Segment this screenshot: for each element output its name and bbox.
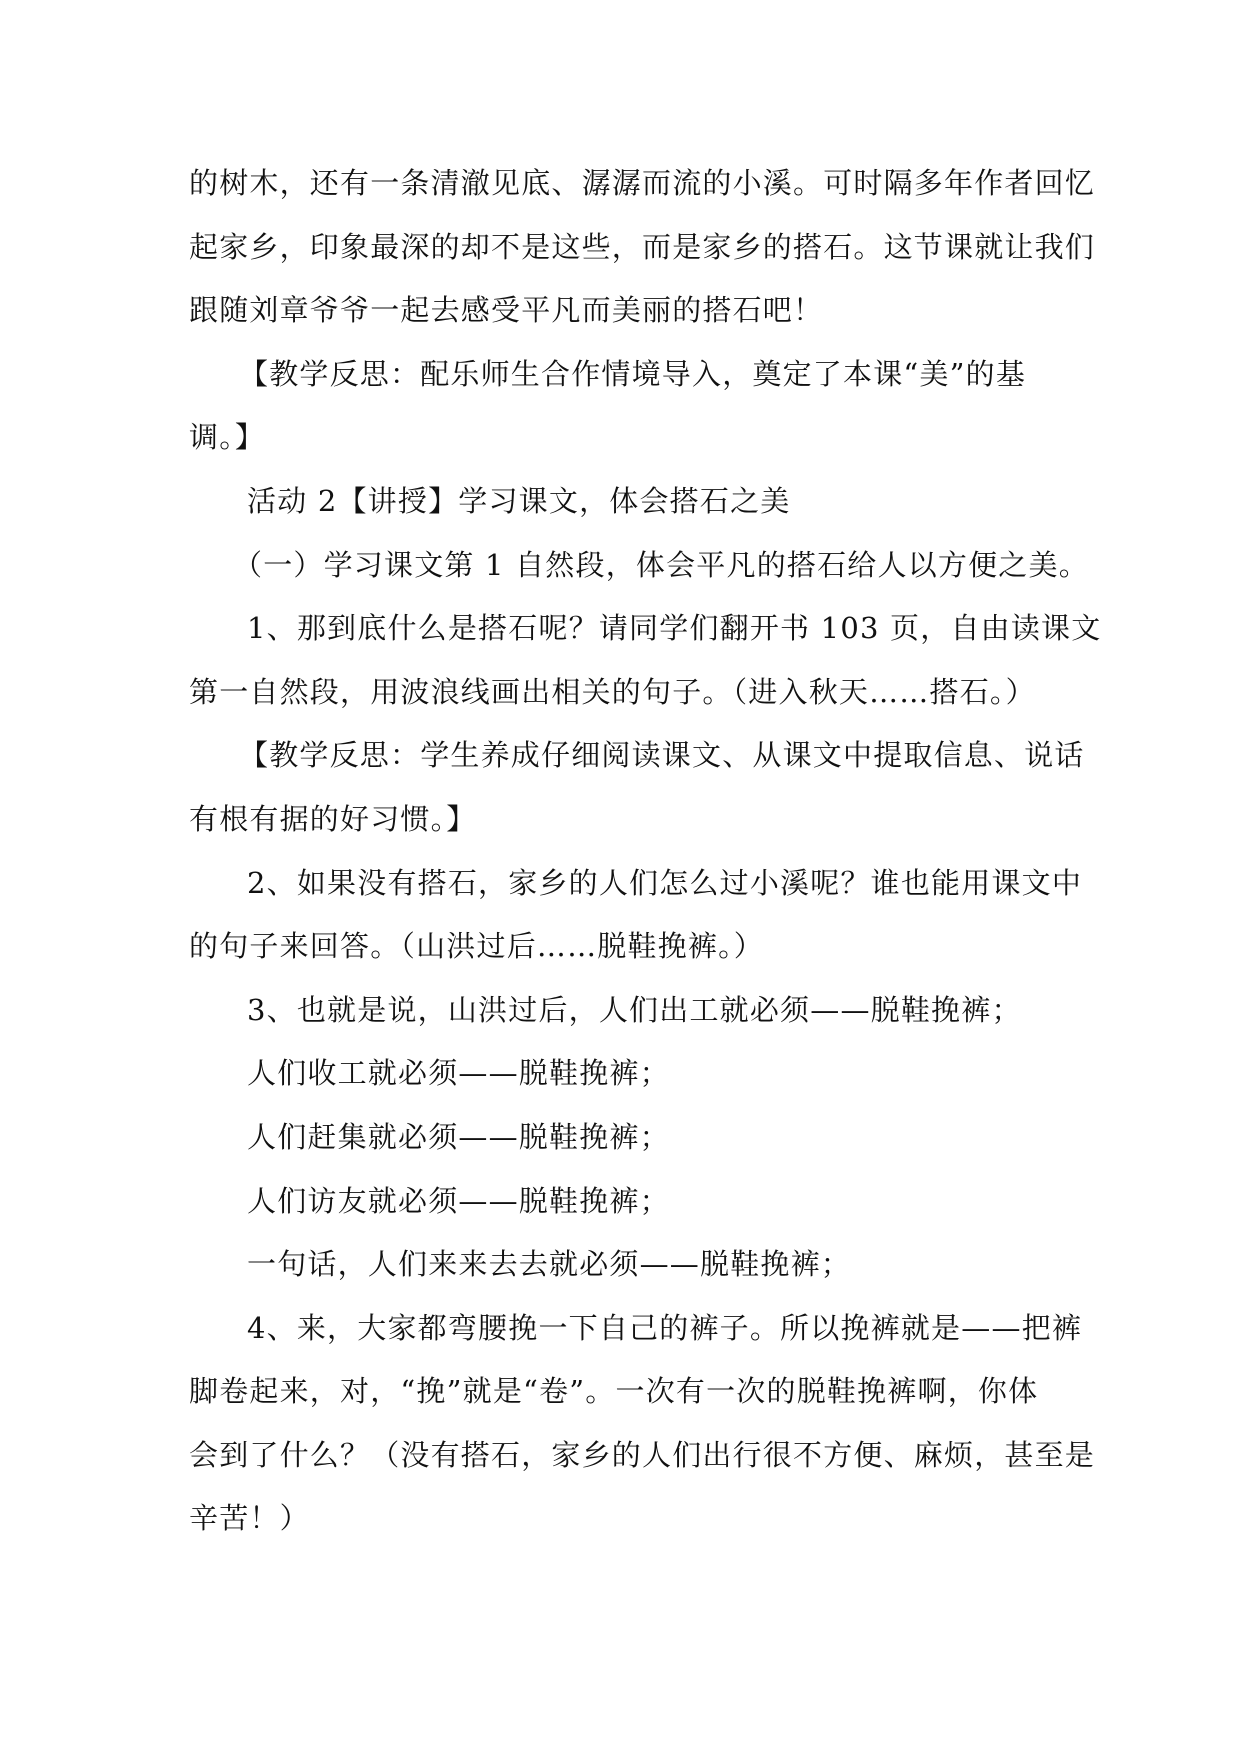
text-line: 起家乡，印象最深的却不是这些，而是家乡的搭石。这节课就让我们 bbox=[189, 229, 1096, 264]
text-line: 的树木，还有一条清澈见底、潺潺而流的小溪。可时隔多年作者回忆 bbox=[189, 166, 1096, 200]
text-line: 人们赶集就必须——脱鞋挽裤； bbox=[247, 1119, 670, 1154]
text-line: 人们访友就必须——脱鞋挽裤； bbox=[247, 1183, 670, 1218]
teaching-reflection-line: 【教学反思：配乐师生合作情境导入，奠定了本课“美”的基 bbox=[239, 356, 1027, 391]
text-line: 有根有据的好习惯。】 bbox=[189, 801, 477, 836]
text-line: 2、如果没有搭石，家乡的人们怎么过小溪呢？谁也能用课文中 bbox=[247, 865, 1083, 900]
text-line: 会到了什么？（没有搭石，家乡的人们出行很不方便、麻烦，甚至是 bbox=[189, 1437, 1096, 1472]
text-line: 一句话，人们来来去去就必须——脱鞋挽裤； bbox=[247, 1247, 852, 1282]
text-line: 1、那到底什么是搭石呢？请同学们翻开书 103 页，自由读课文 bbox=[247, 611, 1102, 646]
text-line: 跟随刘章爷爷一起去感受平凡而美丽的搭石吧！ bbox=[189, 293, 824, 328]
text-line: 第一自然段，用波浪线画出相关的句子。（进入秋天……搭石。） bbox=[189, 674, 1036, 709]
activity-heading: 活动 2【讲授】学习课文，体会搭石之美 bbox=[247, 483, 791, 518]
text-line: 4、来，大家都弯腰挽一下自己的裤子。所以挽裤就是——把裤 bbox=[247, 1310, 1083, 1345]
section-heading: （一）学习课文第 1 自然段，体会平凡的搭石给人以方便之美。 bbox=[233, 547, 1089, 582]
text-line: 脚卷起来，对，“挽”就是“卷”。一次有一次的脱鞋挽裤啊，你体 bbox=[189, 1374, 1039, 1409]
text-line: 的句子来回答。（山洪过后……脱鞋挽裤。） bbox=[189, 929, 765, 964]
text-line: 辛苦！） bbox=[189, 1501, 310, 1536]
text-line: 调。】 bbox=[189, 420, 266, 455]
document-body bbox=[189, 152, 1102, 1551]
teaching-reflection-line: 【教学反思：学生养成仔细阅读课文、从课文中提取信息、说话 bbox=[239, 738, 1085, 773]
text-line: 3、也就是说，山洪过后，人们出工就必须——脱鞋挽裤； bbox=[247, 992, 1022, 1027]
text-line: 人们收工就必须——脱鞋挽裤； bbox=[247, 1056, 670, 1091]
